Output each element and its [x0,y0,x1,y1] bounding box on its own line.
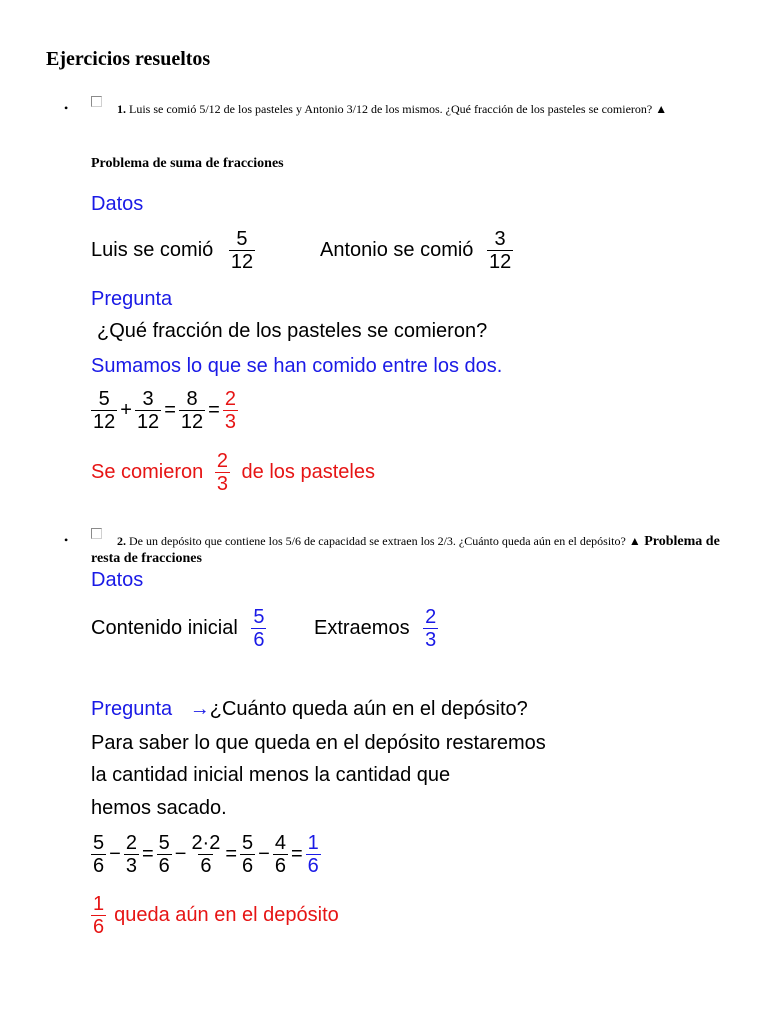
explanation-line: hemos sacado. [91,797,227,819]
question-number: 2. [117,534,126,548]
explanation-line: Para saber lo que queda en el depósito restaremos [91,732,546,754]
question-2-text [91,533,731,567]
datos-heading: Datos [91,193,144,215]
problem-subtitle: Problema de suma de fracciones [91,156,284,171]
fraction: $\frac{3}{12}$ [488,228,512,273]
equation-sum: $\frac{5}{12}$ + $\frac{3}{12}$ = $\frac{8}{12}$ = $\frac{2}{3}$ [93,388,236,433]
result-fraction: $\frac{1}{6}$ [307,832,319,877]
fraction: $\frac{2}{3}$ [425,606,437,651]
fraction: $\frac{2\cdot 2}{6}$ [191,832,221,877]
datos-heading: Datos [91,569,144,591]
page-title: Ejercicios resueltos [46,48,211,70]
sumamos-text: Sumamos lo que se han comido entre los dos. [91,355,503,377]
question-text: ¿Qué fracción de los pasteles se comieron? [97,320,488,342]
problem-subtitle: Problema de resta de fracciones [91,534,720,566]
luis-label: Luis se comió [91,238,214,261]
question-body: Luis se comió 5/12 de los pasteles y Antonio 3/12 de los mismos. ¿Qué fracción de los pasteles se comieron? ▲ [126,102,668,116]
antonio-label: Antonio se comió [320,238,474,261]
fraction: $\frac{5}{12}$ [93,388,116,433]
result-fraction: $\frac{2}{3}$ [216,450,228,495]
result-fraction: $\frac{2}{3}$ [224,388,236,433]
pregunta-heading: Pregunta [91,698,173,720]
bullet: • [64,101,69,115]
question-number: 1. [117,102,126,116]
question-body: De un depósito que contiene los 5/6 de capacidad se extraen los 2/3. ¿Cuánto queda aún en el depósito? ▲ [126,534,641,548]
fraction: $\frac{2}{3}$ [125,832,137,877]
result-text: Se comieron $\frac{2}{3}$ de los pasteles [91,450,375,495]
bullet: • [64,533,69,547]
result-fraction: $\frac{1}{6}$ [93,893,105,938]
fraction: $\frac{8}{12}$ [180,388,204,433]
fraction: $\frac{5}{6}$ [253,606,265,651]
fraction: $\frac{5}{6}$ [93,832,105,877]
fraction: $\frac{5}{6}$ [242,832,254,877]
fraction: $\frac{5}{12}$ [230,228,254,273]
pregunta-heading: Pregunta [91,288,173,310]
datos-extraemos: Extraemos $\frac{2}{3}$ [314,606,437,651]
arrow-icon: → [189,698,210,720]
question-1-text [91,101,731,117]
question-text: ¿Cuánto queda aún en el depósito? [209,698,528,720]
datos-luis [91,228,255,273]
explanation-line: la cantidad inicial menos la cantidad que [91,764,451,786]
fraction: $\frac{3}{12}$ [136,388,160,433]
pregunta-line [91,698,528,721]
datos-antonio [320,228,513,273]
equation-subtract: $\frac{5}{6}$ − $\frac{2}{3}$ = $\frac{5}{6}$ − $\frac{2\cdot 2}{6}$ = $\frac{5}{6}$ − $\frac{4}{6}$ = $\frac{1}{6}$ [93,832,319,877]
fraction: $\frac{4}{6}$ [274,832,286,877]
fraction: $\frac{5}{6}$ [158,832,170,877]
datos-inicial: Contenido inicial $\frac{5}{6}$ [91,606,265,651]
result-text: $\frac{1}{6}$ queda aún en el depósito [93,893,339,938]
